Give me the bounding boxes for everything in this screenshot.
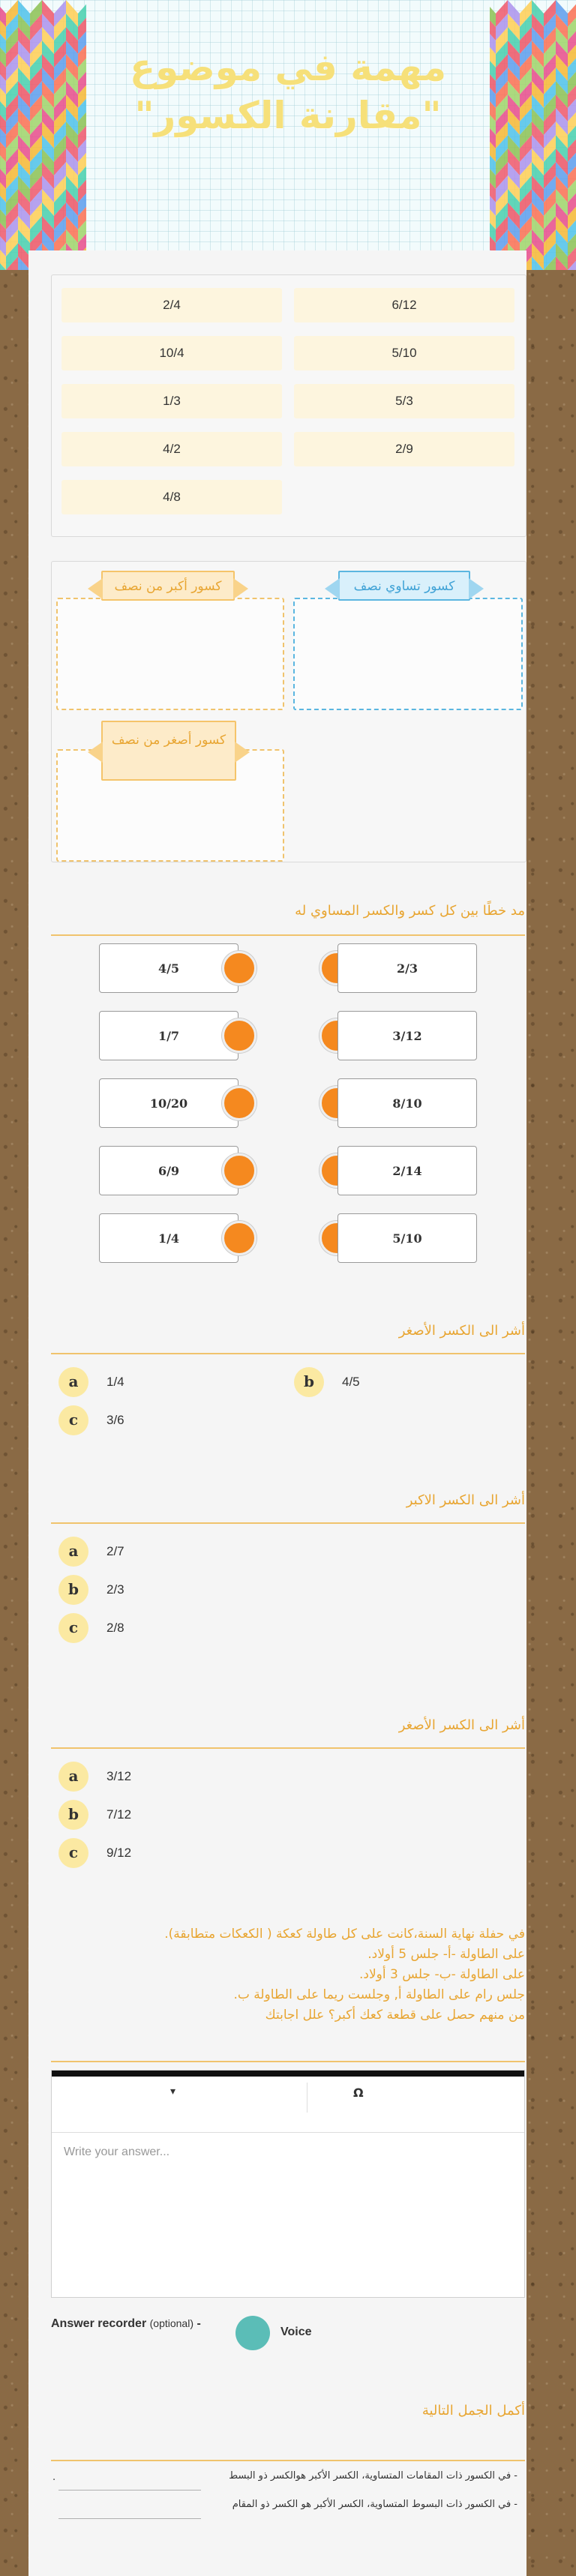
blank-input-1[interactable] — [58, 2473, 201, 2491]
match-right-card: 3/12 — [338, 1011, 477, 1060]
match-left-card: 1/4 — [99, 1213, 238, 1263]
divider — [51, 2061, 525, 2062]
match-connector-left[interactable] — [222, 1086, 256, 1120]
voice-label: Voice — [280, 2326, 312, 2338]
blank-input-2[interactable] — [58, 2502, 201, 2519]
match-left-card: 1/7 — [99, 1011, 238, 1060]
option-b[interactable] — [58, 1800, 208, 1830]
page-title: مهمة في موضوع "مقارنة الكسور" — [129, 46, 447, 137]
divider — [51, 2460, 525, 2461]
fraction-chip[interactable]: 6/12 — [294, 288, 514, 322]
option-badge: c — [58, 1613, 88, 1643]
option-c[interactable] — [58, 1838, 208, 1868]
word-problem-line: على الطاولة -أ- جلس 5 أولاد. — [368, 1947, 525, 1962]
fraction-chip[interactable]: 5/3 — [294, 384, 514, 418]
page-header — [0, 0, 576, 270]
recorder-optional: (optional) — [149, 2317, 194, 2329]
match-right-card: 5/10 — [338, 1213, 477, 1263]
sentence-row-2 — [51, 2496, 525, 2518]
match-connector-left[interactable] — [222, 1018, 256, 1053]
option-text: 9/12 — [106, 1846, 132, 1860]
dropdown-arrow-icon[interactable]: ▾ — [170, 2086, 176, 2098]
option-text: 1/4 — [106, 1375, 124, 1389]
match-left-card: 10/20 — [99, 1078, 238, 1128]
option-text: 2/7 — [106, 1544, 124, 1558]
category-label-greater-than-half: كسور أكبر من نصف — [101, 571, 235, 601]
option-b[interactable] — [294, 1367, 444, 1397]
question-title: أشر الى الكسر الأصغر — [398, 1323, 525, 1339]
option-badge: b — [58, 1800, 88, 1830]
option-text: 2/8 — [106, 1621, 124, 1635]
question-title: أشر الى الكسر الأصغر — [398, 1717, 525, 1733]
decorative-stripes-left — [0, 0, 86, 270]
option-badge: c — [58, 1405, 88, 1435]
option-a[interactable] — [58, 1762, 208, 1792]
match-left-card: 6/9 — [99, 1146, 238, 1195]
option-badge: b — [294, 1367, 324, 1397]
match-connector-left[interactable] — [222, 1221, 256, 1255]
word-problem-line: في حفلة نهاية السنة،كانت على كل طاولة كعكة ( الكعكات متطابقة). — [164, 1927, 525, 1942]
answer-recorder — [51, 2317, 312, 2347]
match-right-card: 8/10 — [338, 1078, 477, 1128]
recorder-dash: - — [194, 2317, 201, 2330]
fraction-chip[interactable]: 10/4 — [62, 336, 282, 370]
option-badge: a — [58, 1537, 88, 1567]
option-a[interactable] — [58, 1537, 208, 1567]
fraction-chip[interactable]: 5/10 — [294, 336, 514, 370]
divider — [51, 1522, 525, 1524]
answer-input[interactable]: Write your answer... — [64, 2146, 170, 2158]
fraction-chip[interactable]: 2/4 — [62, 288, 282, 322]
word-problem — [51, 1924, 525, 2026]
recorder-label: Answer recorder — [51, 2317, 147, 2330]
divider — [51, 934, 525, 936]
fraction-chip[interactable]: 1/3 — [62, 384, 282, 418]
fractions-bank — [51, 274, 526, 537]
match-right-card: 2/3 — [338, 943, 477, 993]
sentence-text-2: - في الكسور ذات البسوط المتساوية، الكسر الأكبر هو الكسر ذو المقام — [232, 2499, 518, 2510]
option-a[interactable] — [58, 1367, 208, 1397]
category-label-equal-to-half: كسور تساوي نصف — [338, 571, 470, 601]
option-badge: a — [58, 1762, 88, 1792]
word-problem-line: جلس رام على الطاولة أ, وجلست ريما على الطاولة ب. — [233, 1987, 525, 2002]
category-label-less-than-half: كسور أصغر من نصف — [101, 721, 236, 781]
fraction-chip[interactable]: 2/9 — [294, 432, 514, 466]
special-character-icon[interactable]: Ω — [353, 2086, 364, 2100]
categories-panel — [51, 561, 526, 862]
drop-zone-equal-to-half[interactable] — [293, 598, 523, 710]
match-connector-left[interactable] — [222, 1153, 256, 1188]
voice-record-button[interactable] — [236, 2316, 270, 2350]
question-title: أشر الى الكسر الاكبر — [406, 1492, 525, 1508]
option-text: 7/12 — [106, 1807, 132, 1822]
option-text: 4/5 — [342, 1375, 360, 1389]
divider — [51, 1747, 525, 1749]
match-left-card: 4/5 — [99, 943, 238, 993]
option-b[interactable] — [58, 1575, 208, 1605]
match-right-card: 2/14 — [338, 1146, 477, 1195]
divider — [51, 1353, 525, 1354]
editor-topbar — [52, 2071, 524, 2077]
word-problem-line: على الطاولة -ب- جلس 3 أولاد. — [358, 1967, 525, 1982]
match-connector-left[interactable] — [222, 951, 256, 985]
decorative-stripes-right — [490, 0, 576, 270]
word-problem-line: من منهم حصل على قطعة كعك أكبر؟ علل اجابتك — [265, 2008, 525, 2023]
option-text: 3/12 — [106, 1769, 132, 1783]
option-text: 3/6 — [106, 1413, 124, 1427]
toolbar-separator — [307, 2083, 308, 2113]
drop-zone-greater-than-half[interactable] — [56, 598, 284, 710]
option-c[interactable] — [58, 1405, 208, 1435]
option-badge: a — [58, 1367, 88, 1397]
option-text: 2/3 — [106, 1582, 124, 1597]
sentence-text-1: - في الكسور ذات المقامات المتساوية، الكسر الأكبر هوالكسر ذو البسط — [229, 2470, 518, 2482]
matching-title: مد خطًا بين كل كسر والكسر المساوي له — [295, 903, 525, 919]
option-c[interactable] — [58, 1613, 208, 1643]
sentence-row-1 — [51, 2467, 525, 2490]
blank-end-mark: . — [52, 2472, 56, 2483]
answer-editor — [51, 2070, 525, 2298]
fraction-chip[interactable]: 4/8 — [62, 480, 282, 514]
complete-title: أكمل الجمل التالية — [422, 2403, 525, 2419]
option-badge: b — [58, 1575, 88, 1605]
fraction-chip[interactable]: 4/2 — [62, 432, 282, 466]
option-badge: c — [58, 1838, 88, 1868]
editor-toolbar — [52, 2077, 524, 2133]
